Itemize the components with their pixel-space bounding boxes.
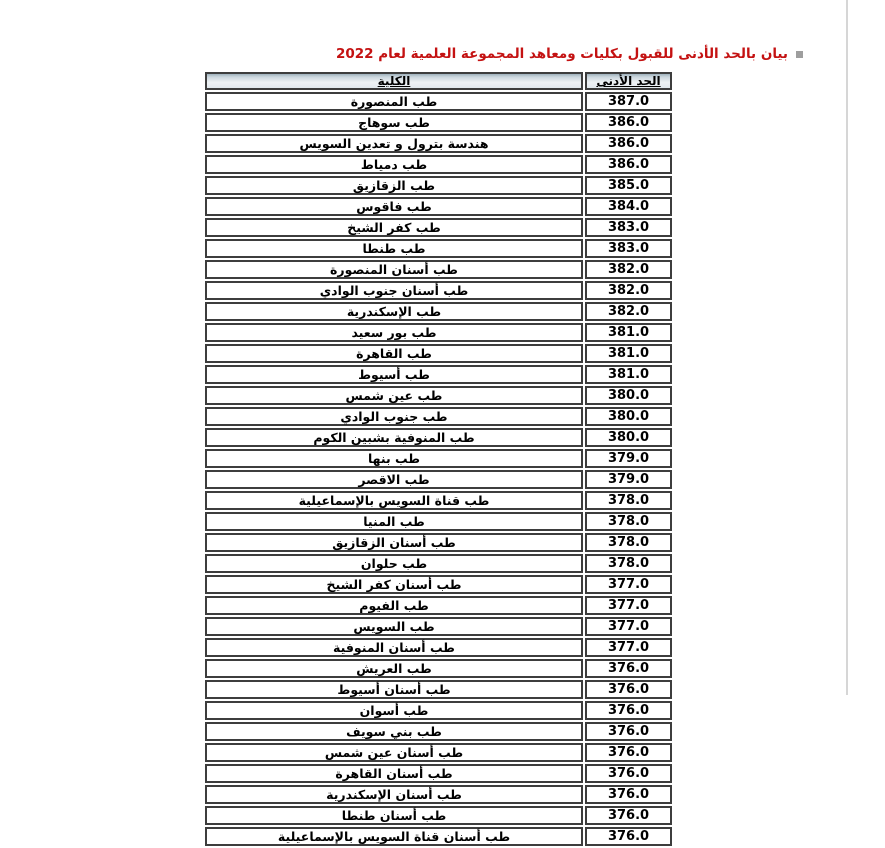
minimum-cell: 377.0 — [585, 575, 672, 594]
table-row — [205, 659, 672, 678]
minimum-cell: 377.0 — [585, 638, 672, 657]
college-cell: طب المنوفية بشبين الكوم — [205, 428, 583, 447]
table-row — [205, 827, 672, 846]
table-row — [205, 470, 672, 489]
college-cell: طب قناة السويس بالإسماعيلية — [205, 491, 583, 510]
minimum-cell: 384.0 — [585, 197, 672, 216]
college-cell: طب أسنان كفر الشيخ — [205, 575, 583, 594]
college-cell: طب بني سويف — [205, 722, 583, 741]
minimum-cell: 376.0 — [585, 722, 672, 741]
college-cell: طب السويس — [205, 617, 583, 636]
minimum-cell: 377.0 — [585, 617, 672, 636]
college-cell: طب طنطا — [205, 239, 583, 258]
college-cell: طب أسنان القاهرة — [205, 764, 583, 783]
column-header-minimum[interactable]: الحد الأدنى — [585, 72, 672, 90]
table-row — [205, 722, 672, 741]
college-cell: طب فاقوس — [205, 197, 583, 216]
minimum-cell: 386.0 — [585, 113, 672, 132]
college-cell: طب كفر الشيخ — [205, 218, 583, 237]
table-row — [205, 323, 672, 342]
college-cell: طب أسوان — [205, 701, 583, 720]
column-header-college[interactable]: الكلية — [205, 72, 583, 90]
minimum-cell: 378.0 — [585, 491, 672, 510]
admission-minimums-table — [203, 70, 674, 848]
table-row — [205, 428, 672, 447]
college-cell: طب حلوان — [205, 554, 583, 573]
college-cell: طب أسنان قناة السويس بالإسماعيلية — [205, 827, 583, 846]
college-cell: طب الزقازيق — [205, 176, 583, 195]
table-row — [205, 218, 672, 237]
minimum-cell: 376.0 — [585, 764, 672, 783]
table-row — [205, 239, 672, 258]
college-cell: طب الاقصر — [205, 470, 583, 489]
table-header-row — [205, 72, 672, 90]
college-cell: طب أسنان عين شمس — [205, 743, 583, 762]
table-row — [205, 512, 672, 531]
minimum-cell: 376.0 — [585, 701, 672, 720]
table-row — [205, 701, 672, 720]
college-cell: طب أسنان الزقازيق — [205, 533, 583, 552]
table-row — [205, 533, 672, 552]
college-cell: طب أسنان جنوب الوادي — [205, 281, 583, 300]
minimum-cell: 376.0 — [585, 743, 672, 762]
minimum-cell: 376.0 — [585, 659, 672, 678]
minimum-cell: 380.0 — [585, 407, 672, 426]
table-row — [205, 764, 672, 783]
minimum-cell: 382.0 — [585, 260, 672, 279]
minimum-cell: 383.0 — [585, 218, 672, 237]
minimum-cell: 381.0 — [585, 365, 672, 384]
college-cell: طب القاهرة — [205, 344, 583, 363]
college-cell: طب أسنان المنوفية — [205, 638, 583, 657]
table-row — [205, 386, 672, 405]
table-row — [205, 344, 672, 363]
minimum-cell: 381.0 — [585, 323, 672, 342]
table-row — [205, 281, 672, 300]
table-row — [205, 785, 672, 804]
minimum-cell: 383.0 — [585, 239, 672, 258]
minimum-cell: 376.0 — [585, 827, 672, 846]
minimum-cell: 386.0 — [585, 134, 672, 153]
table-row — [205, 617, 672, 636]
minimum-cell: 376.0 — [585, 680, 672, 699]
table-row — [205, 407, 672, 426]
square-bullet-icon — [796, 51, 803, 58]
page-title: بيان بالحد الأدنى للقبول بكليات ومعاهد المجموعة العلمية لعام 2022 — [336, 46, 788, 62]
college-cell: طب أسنان المنصورة — [205, 260, 583, 279]
table-row — [205, 554, 672, 573]
college-cell: طب المنيا — [205, 512, 583, 531]
minimum-cell: 380.0 — [585, 386, 672, 405]
table-row — [205, 449, 672, 468]
minimum-cell: 378.0 — [585, 512, 672, 531]
report-title-row — [336, 46, 803, 62]
table-row — [205, 596, 672, 615]
minimum-cell: 379.0 — [585, 470, 672, 489]
college-cell: طب دمياط — [205, 155, 583, 174]
minimum-cell: 380.0 — [585, 428, 672, 447]
college-cell: طب الفيوم — [205, 596, 583, 615]
college-cell: هندسة بترول و تعدين السويس — [205, 134, 583, 153]
table-row — [205, 491, 672, 510]
table-row — [205, 302, 672, 321]
table-row — [205, 575, 672, 594]
minimum-cell: 378.0 — [585, 554, 672, 573]
college-cell: طب العريش — [205, 659, 583, 678]
table-row — [205, 365, 672, 384]
table-row — [205, 176, 672, 195]
college-cell: طب الإسكندرية — [205, 302, 583, 321]
minimum-cell: 376.0 — [585, 785, 672, 804]
college-cell: طب أسنان الإسكندرية — [205, 785, 583, 804]
table-row — [205, 680, 672, 699]
college-cell: طب المنصورة — [205, 92, 583, 111]
table-row — [205, 155, 672, 174]
college-cell: طب جنوب الوادي — [205, 407, 583, 426]
minimum-cell: 385.0 — [585, 176, 672, 195]
minimum-cell: 387.0 — [585, 92, 672, 111]
college-cell: طب عين شمس — [205, 386, 583, 405]
college-cell: طب أسنان طنطا — [205, 806, 583, 825]
table-row — [205, 113, 672, 132]
table-row — [205, 638, 672, 657]
page-boundary-line — [846, 0, 848, 695]
minimum-cell: 382.0 — [585, 302, 672, 321]
college-cell: طب أسنان أسيوط — [205, 680, 583, 699]
table-row — [205, 197, 672, 216]
minimum-cell: 379.0 — [585, 449, 672, 468]
minimum-cell: 386.0 — [585, 155, 672, 174]
minimum-cell: 377.0 — [585, 596, 672, 615]
minimum-cell: 382.0 — [585, 281, 672, 300]
table-body — [205, 92, 672, 846]
minimum-cell: 381.0 — [585, 344, 672, 363]
table-row — [205, 92, 672, 111]
table-row — [205, 134, 672, 153]
table-row — [205, 806, 672, 825]
college-cell: طب بنها — [205, 449, 583, 468]
minimum-cell: 378.0 — [585, 533, 672, 552]
minimum-cell: 376.0 — [585, 806, 672, 825]
college-cell: طب أسيوط — [205, 365, 583, 384]
college-cell: طب سوهاج — [205, 113, 583, 132]
college-cell: طب بور سعيد — [205, 323, 583, 342]
table-row — [205, 743, 672, 762]
table-row — [205, 260, 672, 279]
